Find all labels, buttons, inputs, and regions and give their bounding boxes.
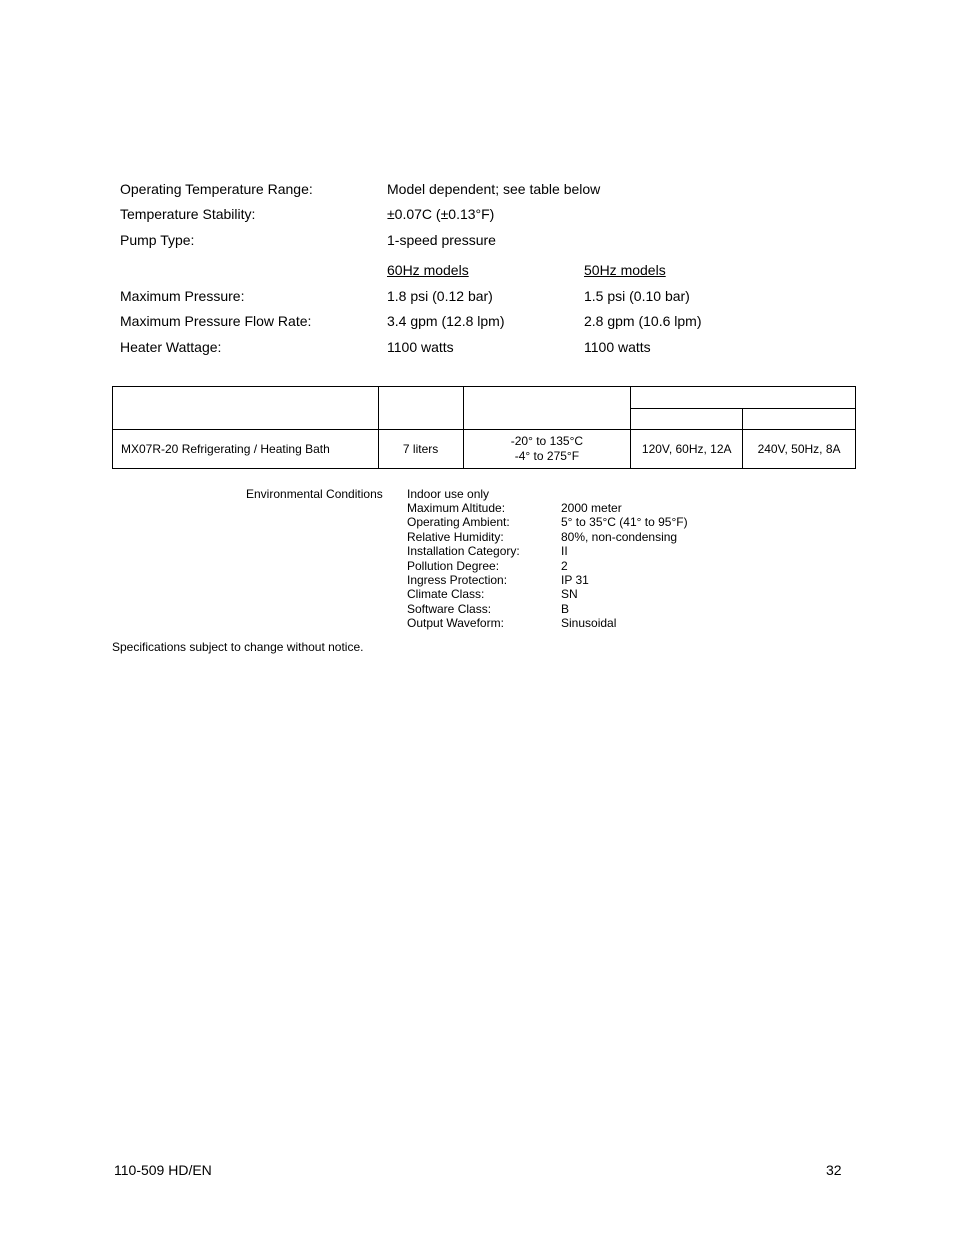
env-value: 2 bbox=[561, 558, 568, 573]
env-label: Pollution Degree: bbox=[407, 558, 500, 573]
flow-rate-50hz: 2.8 gpm (10.6 lpm) bbox=[584, 313, 702, 329]
subheader-cell-60hz bbox=[631, 409, 743, 430]
env-value: IP 31 bbox=[561, 573, 589, 588]
col-header-60hz: 60Hz models bbox=[387, 262, 469, 278]
footer-doc-number: 110-509 HD/EN bbox=[114, 1162, 212, 1178]
table-row bbox=[113, 430, 856, 469]
temp-stability-label: Temperature Stability: bbox=[120, 206, 256, 222]
env-label: Output Waveform: bbox=[407, 616, 504, 631]
env-value: 2000 meter bbox=[561, 501, 622, 515]
env-value: 5° to 35°C (41° to 95°F) bbox=[561, 515, 688, 530]
env-value: II bbox=[561, 544, 568, 559]
env-value: 80%, non-condensing bbox=[561, 529, 678, 544]
footer-page-number: 32 bbox=[826, 1162, 842, 1178]
env-label: Ingress Protection: bbox=[407, 573, 508, 588]
header-cell-power bbox=[631, 387, 856, 409]
capacity-cell: 7 liters bbox=[378, 430, 463, 469]
temp-range-cell bbox=[463, 430, 631, 469]
env-value: Sinusoidal bbox=[561, 616, 617, 631]
max-pressure-label: Maximum Pressure: bbox=[120, 288, 245, 304]
flow-rate-label: Maximum Pressure Flow Rate: bbox=[120, 313, 312, 329]
heater-wattage-50hz: 1100 watts bbox=[584, 339, 651, 355]
model-name-cell: MX07R-20 Refrigerating / Heating Bath bbox=[113, 430, 379, 469]
pump-type-value: 1-speed pressure bbox=[387, 232, 496, 248]
table-header-row bbox=[113, 387, 856, 409]
env-label: Software Class: bbox=[407, 601, 492, 616]
temp-stability-value: ±0.07C (±0.13°F) bbox=[387, 206, 495, 222]
max-pressure-50hz: 1.5 psi (0.10 bar) bbox=[584, 288, 690, 304]
env-values bbox=[561, 501, 688, 631]
env-value: SN bbox=[561, 587, 578, 602]
header-cell-capacity bbox=[378, 387, 463, 430]
env-heading: Environmental Conditions bbox=[246, 487, 383, 501]
operating-temp-value: Model dependent; see table below bbox=[387, 181, 601, 197]
env-label: Maximum Altitude: bbox=[407, 501, 506, 515]
change-notice: Specifications subject to change without notice. bbox=[112, 640, 364, 654]
header-cell-temp bbox=[463, 387, 631, 430]
subheader-cell-50hz bbox=[743, 409, 856, 430]
flow-rate-60hz: 3.4 gpm (12.8 lpm) bbox=[387, 313, 505, 329]
pump-type-label: Pump Type: bbox=[120, 232, 195, 248]
env-value: B bbox=[561, 601, 570, 616]
power-50hz-cell: 240V, 50Hz, 8A bbox=[743, 430, 856, 469]
env-label: Climate Class: bbox=[407, 587, 485, 602]
heater-wattage-60hz: 1100 watts bbox=[387, 339, 454, 355]
env-indoor: Indoor use only bbox=[407, 487, 490, 501]
env-label: Installation Category: bbox=[407, 544, 520, 559]
env-labels bbox=[407, 501, 520, 631]
temp-range-fahrenheit: -4° to 275°F bbox=[514, 449, 580, 463]
model-table bbox=[112, 386, 856, 469]
operating-temp-label: Operating Temperature Range: bbox=[120, 181, 313, 197]
heater-wattage-label: Heater Wattage: bbox=[120, 339, 222, 355]
power-60hz-cell: 120V, 60Hz, 12A bbox=[631, 430, 743, 469]
env-label: Operating Ambient: bbox=[407, 515, 510, 530]
env-label: Relative Humidity: bbox=[407, 529, 504, 544]
header-cell-model bbox=[113, 387, 379, 430]
max-pressure-60hz: 1.8 psi (0.12 bar) bbox=[387, 288, 493, 304]
col-header-50hz: 50Hz models bbox=[584, 262, 666, 278]
temp-range-celsius: -20° to 135°C bbox=[510, 434, 584, 448]
